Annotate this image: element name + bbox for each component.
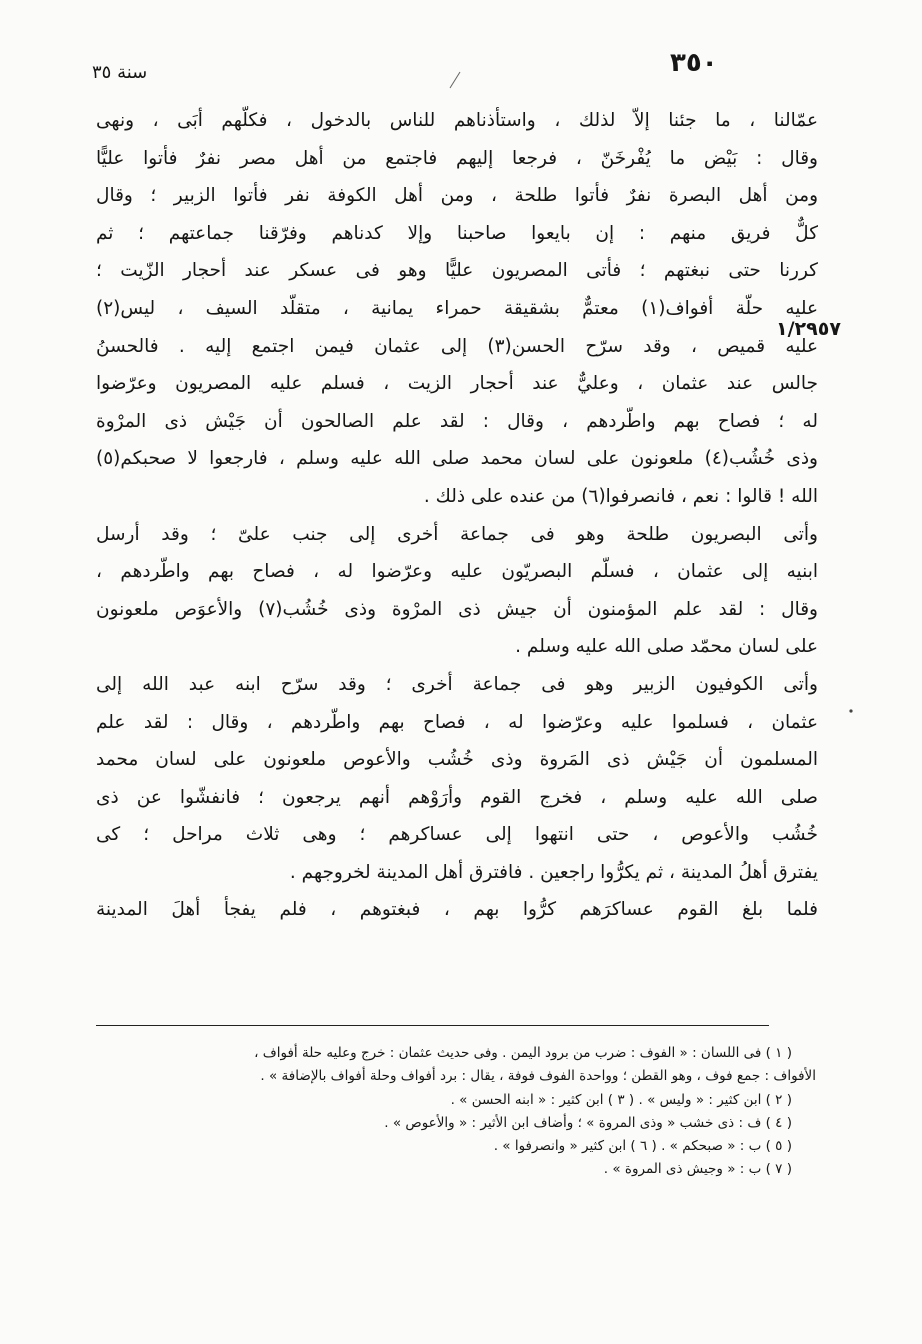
footnote: ( ٢ ) ابن كثير : « وليس » . ( ٣ ) ابن كثير : « ابنه الحسن » . <box>450 1091 792 1108</box>
text-line: جالس عند عثمان ، وعليٌّ عند أحجار الزيت ، فسلم عليه المصريون وعرّضوا <box>96 373 818 395</box>
footnotes <box>110 1042 816 1182</box>
text-line: عثمان ، فسلموا عليه وعرّضوا له ، فصاح بهم واطّردهم ، وقال : لقد علم <box>96 711 818 733</box>
text-line: وأتى الكوفيون الزبير وهو فى جماعة أخرى ؛ وقد سرّح ابنه عبد الله إلى <box>96 673 818 695</box>
footnote: ( ١ ) فى اللسان : « الفوف : ضرب من برود اليمن . وفى حديث عثمان : خرج وعليه حلة أفواف ، <box>254 1045 792 1061</box>
text-line: وأتى البصريون طلحة وهو فى جماعة أخرى إلى جنب علىّ ؛ وقد أرسل <box>96 523 818 545</box>
speck-mark <box>848 708 854 714</box>
text-line: له ؛ فصاح بهم واطّردهم ، وقال : لقد علم الصالحون أن جَيْش ذى المرْوة <box>96 410 818 432</box>
margin-reference: ١/٢٩٥٧ <box>776 318 841 340</box>
text-line: فلما بلغ القوم عساكرَهم كرُّوا بهم ، فبغتوهم ، فلم يفجأ أهلَ المدينة <box>96 899 818 921</box>
text-line: كلٌّ فريق منهم : إن بايعوا صاحبنا وإلا كدناهم وفرّقنا جماعتهم ؛ ثم <box>96 222 818 244</box>
pencil-mark <box>448 70 462 90</box>
text-line: وذى خُشُب(٤) ملعونون على لسان محمد صلى الله عليه وسلم ، فارجعوا لا صحبكم(٥) <box>96 448 818 470</box>
text-line: ومن أهل البصرة نفرٌ فأتوا طلحة ، ومن أهل الكوفة نفر فأتوا الزبير ؛ وقال <box>96 185 818 207</box>
footnote-separator <box>96 1025 769 1026</box>
running-header-year: سنة ٣٥ <box>92 62 148 83</box>
footnote: ( ٧ ) ب : « وجيش ذى المروة » . <box>603 1161 792 1178</box>
text-line: وقال : بَيْض ما يُفْرخَنّ ، فرجعا إليهم فاجتمع من أهل مصر نفرٌ فأتوا عليًّا <box>96 147 818 169</box>
text-line: المسلمون أن جَيْش ذى المَروة وذى خُشُب والأعوص ملعونون على لسان محمد <box>96 749 818 771</box>
footnote: ( ٥ ) ب : « صبحكم » . ( ٦ ) ابن كثير « وانصرفوا » . <box>493 1138 792 1155</box>
text-line: على لسان محمّد صلى الله عليه وسلم . <box>515 636 818 658</box>
text-line: ابنيه إلى عثمان ، فسلّم البصريّون عليه وعرّضوا له ، فصاح بهم واطّردهم ، <box>96 561 818 583</box>
text-line: عليه حلّة أفواف(١) معتمٌّ بشقيقة حمراء يمانية ، متقلّد السيف ، ليس(٢) <box>96 297 818 319</box>
text-line: صلى الله عليه وسلم ، فخرج القوم وأرَوْهم أنهم يرجعون ؛ فانفشّوا عن ذى <box>96 786 818 808</box>
text-line: عمّالنا ، ما جئنا إلاّ لذلك ، واستأذناهم للناس بالدخول ، فكلّهم أبَى ، ونهى <box>96 110 818 131</box>
text-line: عليه قميص ، وقد سرّح الحسن(٣) إلى عثمان فيمن اجتمع إليه . فالحسنُ <box>96 335 818 357</box>
main-text <box>96 102 818 929</box>
text-line: يفترق أهلُ المدينة ، ثم يكرُّوا راجعين . فافترق أهل المدينة لخروجهم . <box>289 861 818 883</box>
text-line: خُشُب والأعوص ، حتى انتهوا إلى عساكرهم ؛ وهى ثلاث مراحل ؛ كى <box>96 824 818 846</box>
footnote: ( ٤ ) ف : ذى خشب « وذى المروة » ؛ وأضاف ابن الأثير : « والأعوص » . <box>384 1114 792 1131</box>
text-line: كررنا حتى نبغتهم ؛ فأتى المصريون عليًّا وهو فى عسكر عند أحجار الزّيت ؛ <box>96 260 818 282</box>
footnote: الأفواف : جمع فوف ، وهو القطن ؛ وواحدة الفوف فوفة ، يقال : برد أفواف وحلة أفواف بالإضافة » . <box>260 1068 816 1085</box>
page-number: ٣٥٠ <box>670 48 718 78</box>
text-line: الله ! قالوا : نعم ، فانصرفوا(٦) من عنده على ذلك . <box>423 485 818 507</box>
text-line: وقال : لقد علم المؤمنون أن جيش ذى المرْوة وذى خُشُب(٧) والأعوَص ملعونون <box>96 598 818 620</box>
